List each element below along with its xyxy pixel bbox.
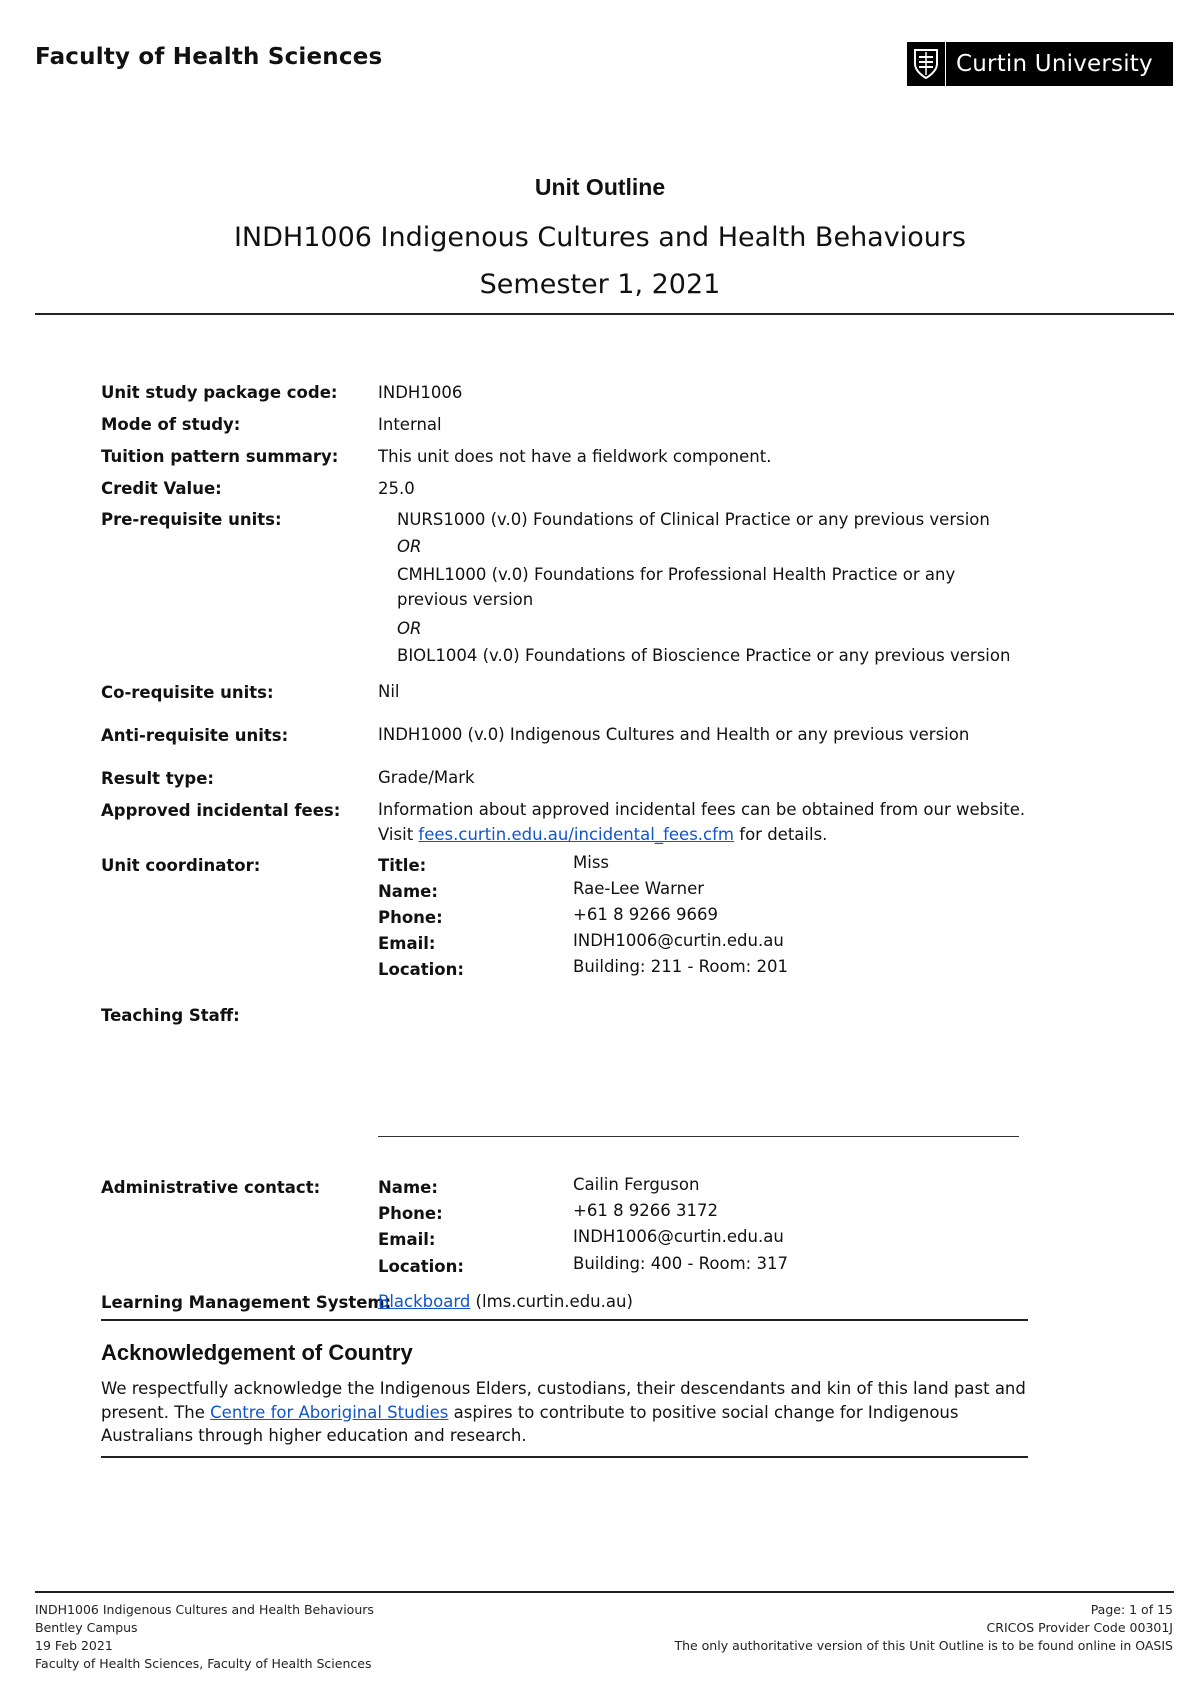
prereq-item: BIOL1004 (v.0) Foundations of Bioscience Practice or any previous version	[397, 646, 1011, 665]
fees-label: Approved incidental fees:	[101, 801, 341, 820]
footer-left	[35, 1601, 374, 1673]
faculty-header: Faculty of Health Sciences	[35, 44, 383, 70]
result-value: Grade/Mark	[378, 768, 475, 787]
antireq-value: INDH1000 (v.0) Indigenous Cultures and Health or any previous version	[378, 725, 970, 744]
crest-icon	[907, 42, 946, 86]
tuition-label: Tuition pattern summary:	[101, 447, 339, 466]
tuition-value: This unit does not have a fieldwork component.	[378, 447, 772, 466]
centre-aboriginal-studies-link[interactable]: Centre for Aboriginal Studies	[210, 1402, 449, 1422]
package-code-label: Unit study package code:	[101, 383, 338, 402]
admin-name-label: Name:	[378, 1178, 438, 1197]
coordinator-name: Rae-Lee Warner	[573, 879, 705, 898]
prereq-item: NURS1000 (v.0) Foundations of Clinical Practice or any previous version	[397, 510, 990, 529]
footer-faculty: Faculty of Health Sciences, Faculty of Health Sciences	[35, 1656, 372, 1671]
footer-right	[674, 1601, 1173, 1655]
mode-value: Internal	[378, 415, 442, 434]
footer-date: 19 Feb 2021	[35, 1638, 113, 1653]
document-kind: Unit Outline	[534, 174, 666, 200]
footer-campus: Bentley Campus	[35, 1620, 138, 1635]
prereq-or: OR	[397, 537, 422, 556]
curtin-logo	[907, 42, 1173, 86]
prereq-or: OR	[397, 619, 422, 638]
admin-location: Building: 400 - Room: 317	[573, 1254, 788, 1273]
acknowledgement-divider	[101, 1456, 1028, 1458]
lms-value	[378, 1289, 1028, 1314]
fees-visit: Visit	[378, 825, 414, 844]
unit-title: INDH1006 Indigenous Cultures and Health Behaviours	[233, 222, 967, 253]
ack-text-before: We respectfully acknowledge the Indigenous Elders, custodians, their descendants and kin of this land past and present. The	[101, 1379, 1026, 1422]
blackboard-link[interactable]: Blackboard	[378, 1292, 471, 1311]
lms-suffix: (lms.curtin.edu.au)	[475, 1292, 633, 1311]
coordinator-phone: +61 8 9266 9669	[573, 905, 719, 924]
semester: Semester 1, 2021	[479, 269, 721, 300]
footer-unit: INDH1006 Indigenous Cultures and Health Behaviours	[35, 1602, 374, 1617]
staff-divider	[378, 1136, 1019, 1137]
teaching-staff-label: Teaching Staff:	[101, 1006, 240, 1025]
coreq-value: Nil	[378, 682, 400, 701]
acknowledgement-text	[101, 1377, 1028, 1448]
credit-value: 25.0	[378, 479, 415, 498]
result-label: Result type:	[101, 769, 214, 788]
coordinator-email: INDH1006@curtin.edu.au	[573, 931, 784, 950]
coordinator-email-label: Email:	[378, 934, 436, 953]
lms-divider	[101, 1319, 1028, 1321]
fees-value	[378, 797, 1028, 847]
coordinator-title: Miss	[573, 853, 610, 872]
admin-phone: +61 8 9266 3172	[573, 1201, 719, 1220]
admin-email: INDH1006@curtin.edu.au	[573, 1227, 784, 1246]
prereq-label: Pre-requisite units:	[101, 510, 282, 529]
coordinator-location-label: Location:	[378, 960, 464, 979]
coordinator-label: Unit coordinator:	[101, 856, 261, 875]
antireq-label: Anti-requisite units:	[101, 726, 289, 745]
coordinator-location: Building: 211 - Room: 201	[573, 957, 788, 976]
credit-label: Credit Value:	[101, 479, 222, 498]
top-divider	[35, 313, 1174, 315]
fees-suffix: for details.	[739, 825, 828, 844]
footer-page: Page: 1 of 15	[1090, 1602, 1173, 1617]
mode-label: Mode of study:	[101, 415, 241, 434]
lms-label: Learning Management System:	[101, 1293, 392, 1312]
coordinator-title-label: Title:	[378, 856, 427, 875]
coreq-label: Co-requisite units:	[101, 683, 274, 702]
footer-cricos: CRICOS Provider Code 00301J	[986, 1620, 1173, 1635]
package-code-value: INDH1006	[378, 383, 463, 402]
fees-text: Information about approved incidental fees can be obtained from our website.	[378, 800, 1026, 819]
admin-name: Cailin Ferguson	[573, 1175, 700, 1194]
ack-text-after: aspires to contribute to positive social change for Indigenous Australians through higher education and research.	[101, 1402, 959, 1445]
coordinator-phone-label: Phone:	[378, 908, 443, 927]
footer-divider	[35, 1591, 1174, 1593]
acknowledgement-heading: Acknowledgement of Country	[101, 1340, 413, 1365]
coordinator-name-label: Name:	[378, 882, 438, 901]
admin-email-label: Email:	[378, 1230, 436, 1249]
prereq-item: CMHL1000 (v.0) Foundations for Professional Health Practice or any previous version	[397, 565, 956, 609]
admin-location-label: Location:	[378, 1257, 464, 1276]
admin-phone-label: Phone:	[378, 1204, 443, 1223]
admin-label: Administrative contact:	[101, 1178, 321, 1197]
fees-link[interactable]: fees.curtin.edu.au/incidental_fees.cfm	[418, 825, 735, 844]
logo-text: Curtin University	[956, 51, 1153, 77]
footer-authority: The only authoritative version of this Unit Outline is to be found online in OASIS	[674, 1638, 1173, 1653]
